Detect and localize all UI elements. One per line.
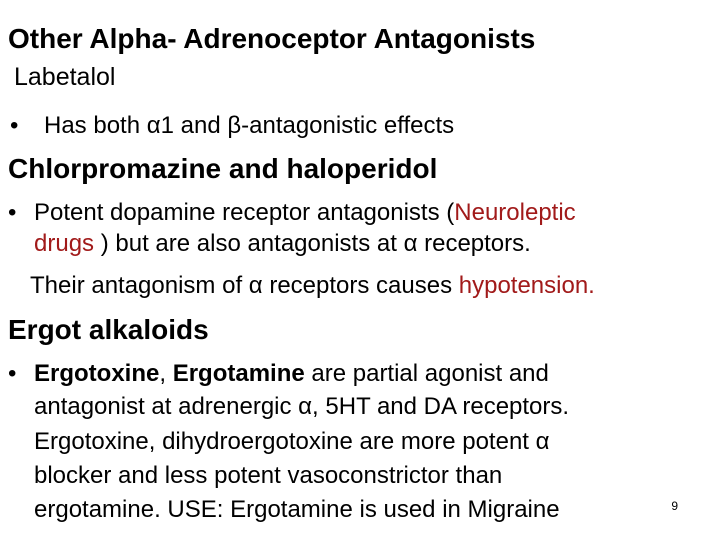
ergotoxine-term: Ergotoxine bbox=[34, 360, 160, 387]
ergot-line1 bbox=[34, 358, 549, 389]
labetalol-bullet-text: Has both α1 and β-antagonistic effects bbox=[44, 112, 455, 139]
chlorpromazine-line3 bbox=[30, 270, 595, 301]
chlorpromazine-line2 bbox=[34, 228, 531, 259]
ergotamine-term: Ergotamine bbox=[172, 360, 305, 387]
labetalol-heading: Labetalol bbox=[14, 63, 116, 91]
ergot-line2: antagonist at adrenergic α, 5HT and DA receptors. bbox=[34, 393, 570, 420]
chlorpromazine-line1 bbox=[34, 197, 576, 228]
text-segment: Their antagonism of α receptors causes bbox=[30, 272, 459, 299]
ergot-line4: blocker and less potent vasoconstrictor than bbox=[34, 462, 503, 489]
ergot-line5: ergotamine. USE: Ergotamine is used in Migraine bbox=[34, 496, 560, 523]
bullet-dot: • bbox=[8, 360, 17, 387]
neuroleptic-term: Neuroleptic bbox=[454, 199, 576, 226]
text-segment: ) but are also antagonists at α receptors. bbox=[94, 230, 531, 257]
hypotension-term: hypotension. bbox=[458, 272, 595, 299]
ergot-line3: Ergotoxine, dihydroergotoxine are more potent α bbox=[34, 428, 550, 455]
bullet-dot: • bbox=[10, 112, 19, 139]
text-segment: , bbox=[159, 360, 173, 387]
bullet-dot: • bbox=[8, 199, 17, 226]
chlorpromazine-heading: Chlorpromazine and haloperidol bbox=[8, 153, 438, 184]
text-segment: are partial agonist and bbox=[304, 360, 549, 387]
text-segment: Potent dopamine receptor antagonists ( bbox=[34, 199, 455, 226]
slide-title: Other Alpha- Adrenoceptor Antagonists bbox=[8, 23, 536, 54]
drugs-term: drugs bbox=[34, 230, 95, 257]
ergot-heading: Ergot alkaloids bbox=[8, 314, 209, 345]
page-number: 9 bbox=[671, 499, 678, 513]
